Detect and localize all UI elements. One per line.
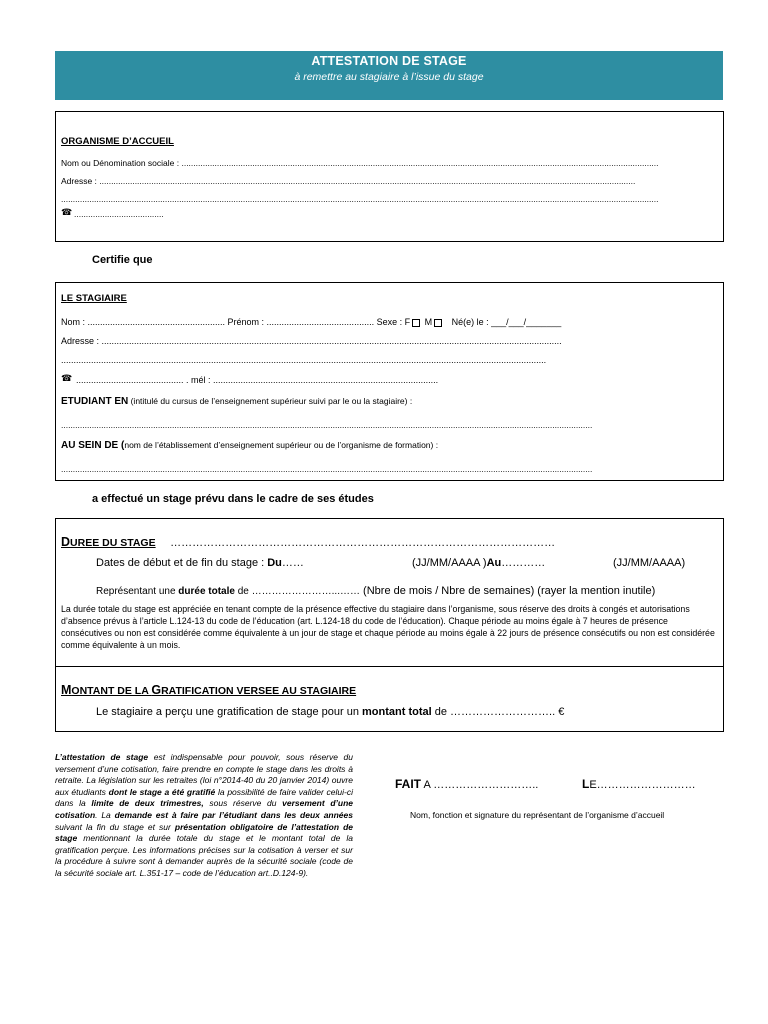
section-divider: [55, 666, 724, 667]
stagiaire-label: LE STAGIAIRE: [61, 293, 127, 304]
sexe-m-label: M: [424, 317, 433, 327]
date-debut-field[interactable]: ……: [281, 557, 304, 569]
header-banner: [55, 51, 723, 100]
telephone-icon: ☎: [61, 373, 73, 383]
stagiaire-nom-line: [61, 317, 561, 327]
montant-line: Le stagiaire a perçu une gratification de stage pour un montant total de ……………………….. €: [96, 706, 565, 718]
stagiaire-adresse-field[interactable]: Adresse : ........................................................................................................................................................................................: [61, 336, 562, 346]
date-fin-field[interactable]: …………: [501, 557, 546, 569]
duree-totale-line: Représentant une durée totale de ……………………...…… (Nbre de mois / Nbre de semaines) (rayer la mention inutile): [96, 585, 656, 597]
page-subtitle: à remettre au stagiaire à l’issue du stage: [294, 71, 484, 83]
organisme-nom-field[interactable]: Nom ou Dénomination sociale : ..........................................................................................................................................................................................................: [61, 158, 659, 168]
retraite-note: L’attestation de stage est indispensable pour pouvoir, sous réserve du versement d’une cotisation, faire prendre en compte le stage dans les droits à retraite. La législation sur les retraites (loi n°2014-40 du 20 janvier 2014) ouvre aux étudiants dont le stage a été gratifié la possibilité de faire valider celui-ci dans la limite de deux trimestres, sous réserve du versement d’une cotisation. La demande est à faire par l’étudiant dans les deux années suivant la fin du stage et sur présentation obligatoire de l’attestation de stage mentionnant la durée totale du stage et le montant total de la gratification perçue. Les informations précises sur la cotisation à verser et sur la procédure à suivre sont à demander auprès de la sécurité sociale (code de la sécurité sociale art. L.351-17 – code de l’éducation art..D.124-9).: [55, 752, 354, 878]
organisme-phone-field[interactable]: ......................................: [74, 209, 164, 219]
fait-a-line: FAIT A ………………………..: [395, 777, 539, 791]
duree-totale-field[interactable]: ……………………...……: [251, 586, 360, 597]
etudiant-en-label: [61, 396, 412, 407]
organisme-label: ORGANISME D’ACCUEIL: [61, 136, 174, 147]
signature-caption: Nom, fonction et signature du représentant de l’organisme d’accueil: [410, 810, 665, 820]
stagiaire-nom-text[interactable]: Nom : ....................................................... Prénom : ........................................... Sexe : F: [61, 317, 411, 327]
date-fin-group: (JJ/MM/AAAA )Au…………: [412, 557, 546, 569]
duree-title-line: [61, 533, 555, 551]
etudiant-en-desc: (intitulé du cursus de l’enseignement supérieur suivi par le ou la stagiaire) :: [128, 396, 413, 406]
stagiaire-phone-mel-field[interactable]: ........................................... . mél : ..........................................................................................: [76, 375, 439, 385]
etudiant-en-field[interactable]: .................................................................................................................................................................................................................................: [61, 420, 593, 430]
certifie-que-text: Certifie que: [92, 254, 153, 266]
etudiant-en-bold: ETUDIANT EN: [61, 396, 129, 407]
page-title: ATTESTATION DE STAGE: [311, 54, 467, 68]
stagiaire-adresse-extra-field[interactable]: ..................................................................................................................................................................................................: [61, 355, 547, 365]
au-sein-de-field[interactable]: .................................................................................................................................................................................................................................: [61, 464, 593, 474]
telephone-icon: ☎: [61, 207, 73, 217]
au-sein-de-label: [61, 440, 438, 451]
checkbox-icon[interactable]: [412, 319, 420, 327]
duree-explanation: La durée totale du stage est appréciée en tenant compte de la présence effective du stagiaire dans l’organisme, sous réserve des droits à congés et autorisations d’absence prévus à l’article L.124-13 du code de l’éducation (art. L.124-18 du code de l’éducation). Chaque période au moins égale à 7 heures de présence consécutives ou non est considérée comme équivalente à un jour de stage et chaque période au moins égale à 22 jours de présence consécutifs ou non est considérée comme équivalente à un mois.: [61, 604, 715, 650]
organisme-adresse-extra-field[interactable]: .............................................................................................................................................................................................................................................................: [61, 194, 659, 204]
dates-label: Dates de début et de fin du stage : Du……: [96, 557, 304, 569]
duree-dots[interactable]: ……………………………………………………………………………………………: [170, 537, 556, 549]
montant-total-field[interactable]: de ……………………….. €: [431, 706, 565, 718]
organisme-adresse-field[interactable]: Adresse : ...................................................................................................................................................................................................................................: [61, 176, 636, 186]
duree-title: DUREE DU STAGE: [61, 535, 156, 549]
checkbox-icon[interactable]: [434, 319, 442, 327]
au-sein-de-desc: nom de l’établissement d’enseignement supérieur ou de l’organisme de formation) :: [124, 440, 439, 450]
fait-le-line: LE………………………: [582, 777, 696, 791]
fait-a-field[interactable]: A ………………………..: [421, 779, 539, 791]
effectue-text: a effectué un stage prévu dans le cadre de ses études: [92, 493, 374, 505]
date-format-label: (JJ/MM/AAAA): [613, 557, 686, 569]
au-sein-de-bold: AU SEIN DE (: [61, 440, 125, 451]
fait-le-field[interactable]: E………………………: [589, 779, 696, 791]
montant-title: MONTANT DE LA GRATIFICATION VERSEE AU STAGIAIRE: [61, 683, 357, 697]
stagiaire-naissance-field[interactable]: Né(e) le : ___/___/_______: [451, 317, 562, 327]
